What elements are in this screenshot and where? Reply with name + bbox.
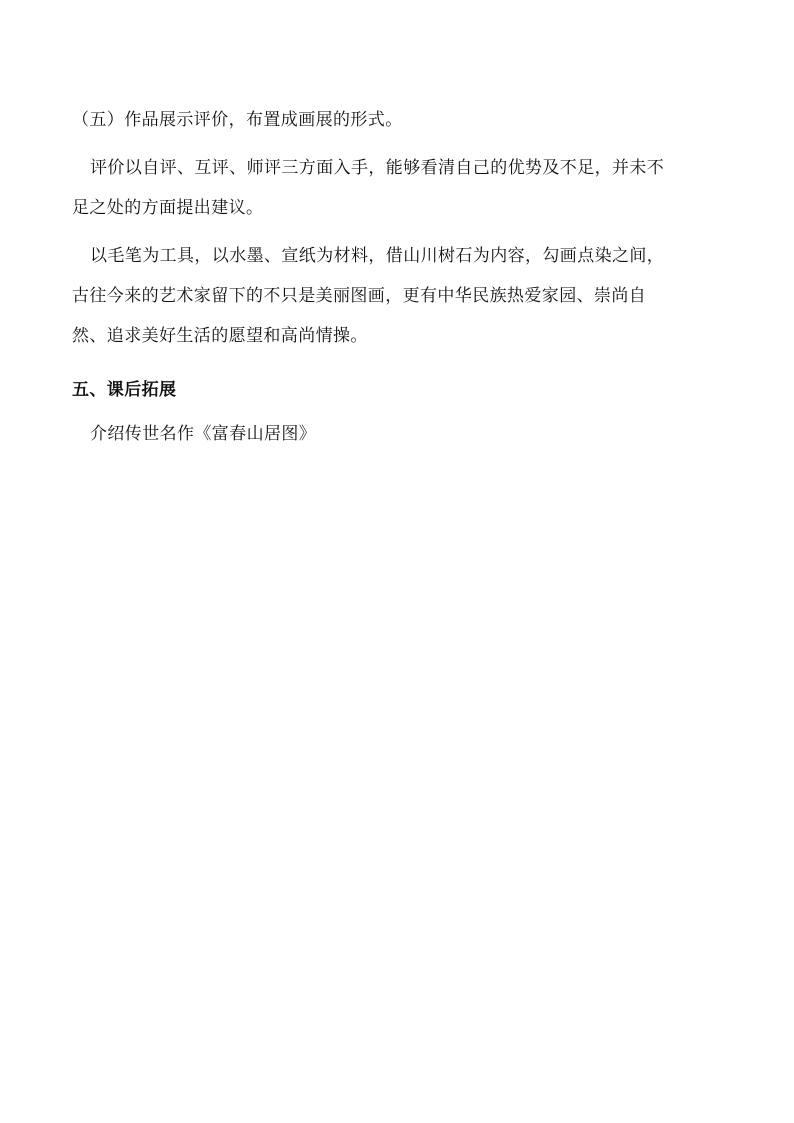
extension-paragraph: 介绍传世名作《富春山居图》 [90,424,317,444]
paragraph-line: 足之处的方面提出建议。 [72,198,264,218]
section-heading: 五、课后拓展 [72,380,177,400]
paragraph-line: 然、追求美好生活的愿望和高尚情操。 [72,326,368,346]
summary-paragraph [72,236,722,356]
paragraph-line: 古往今来的艺术家留下的不只是美丽图画，更有中华民族热爱家园、崇尚自 [72,286,647,306]
subsection-title: （五）作品展示评价，布置成画展的形式。 [72,110,403,130]
paragraph-line: 以毛笔为工具，以水墨、宣纸为材料，借山川树石为内容，勾画点染之间， [90,246,665,266]
paragraph-line: 评价以自评、互评、师评三方面入手，能够看清自己的优势及不足，并未不 [90,158,665,178]
document-body [72,100,722,454]
evaluation-paragraph [72,148,722,228]
